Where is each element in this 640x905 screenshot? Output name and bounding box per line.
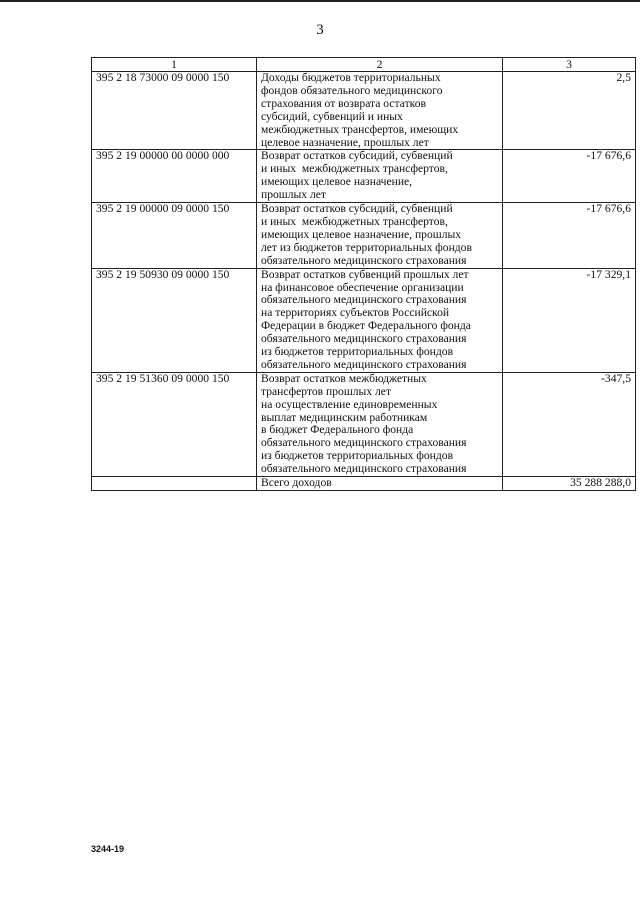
table-row: [92, 372, 636, 476]
revenue-name-cell: Возврат остатков субвенций прошлых лет на финансовое обеспечение организации обязательного медицинского страхования на территориях субъектов Российской Федерации в бюджет Федерального фонда обязательного медицинского страхования из бюджетов территориальных фондов обязательного медицинского страхования: [257, 268, 503, 372]
budget-code-cell: 395 2 19 00000 00 0000 000: [92, 150, 257, 203]
revenue-table: [91, 57, 636, 491]
budget-code-cell: 395 2 19 50930 09 0000 150: [92, 268, 257, 372]
amount-cell: -17 676,6: [503, 203, 636, 269]
budget-code-cell: 395 2 19 00000 09 0000 150: [92, 203, 257, 269]
total-code-cell: [92, 477, 257, 491]
budget-code-cell: 395 2 18 73000 09 0000 150: [92, 72, 257, 150]
revenue-name-cell: Возврат остатков субсидий, субвенций и иных межбюджетных трансфертов, имеющих целевое назначение, прошлых лет: [257, 150, 503, 203]
table-row: [92, 203, 636, 269]
document-footer-code: 3244-19: [91, 844, 125, 854]
amount-cell: -347,5: [503, 372, 636, 476]
revenue-name-cell: Возврат остатков межбюджетных трансфертов прошлых лет на осуществление единовременных выплат медицинским работникам в бюджет Федерального фонда обязательного медицинского страхования из бюджетов территориальных фондов обязательного медицинского страхования: [257, 372, 503, 476]
total-label: Всего доходов: [257, 477, 503, 491]
table-header-row: [92, 58, 636, 72]
total-amount: 35 288 288,0: [503, 477, 636, 491]
amount-cell: 2,5: [503, 72, 636, 150]
top-rule: [0, 0, 640, 2]
column-header-3: 3: [503, 58, 636, 72]
amount-cell: -17 676,6: [503, 150, 636, 203]
amount-cell: -17 329,1: [503, 268, 636, 372]
revenue-name-cell: Доходы бюджетов территориальных фондов обязательного медицинского страхования от возврата остатков субсидий, субвенций и иных межбюджетных трансфертов, имеющих целевое назначение, прошлых лет: [257, 72, 503, 150]
budget-code-cell: 395 2 19 51360 09 0000 150: [92, 372, 257, 476]
column-header-2: 2: [257, 58, 503, 72]
page-number: 3: [316, 22, 324, 38]
table-row: [92, 268, 636, 372]
table-row: [92, 150, 636, 203]
total-row: [92, 477, 636, 491]
revenue-name-cell: Возврат остатков субсидий, субвенций и иных межбюджетных трансфертов, имеющих целевое назначение, прошлых лет из бюджетов территориальных фондов обязательного медицинского страхования: [257, 203, 503, 269]
column-header-1: 1: [92, 58, 257, 72]
table-row: [92, 72, 636, 150]
